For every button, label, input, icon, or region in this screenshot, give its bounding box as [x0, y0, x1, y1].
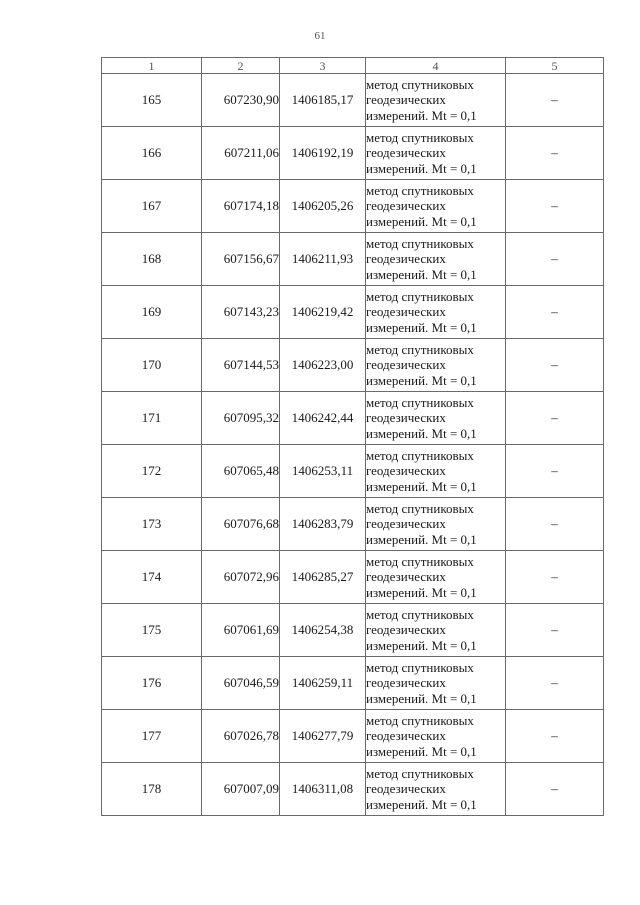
note-cell: –	[506, 286, 604, 339]
table-row	[102, 233, 604, 286]
measurement-method-cell: метод спутниковых геодезических измерений. Mt = 0,1	[366, 551, 506, 604]
note-cell: –	[506, 127, 604, 180]
coordinate-y-cell: 1406311,08	[280, 763, 366, 816]
note-cell: –	[506, 710, 604, 763]
table-row	[102, 445, 604, 498]
note-cell: –	[506, 498, 604, 551]
measurement-method-cell: метод спутниковых геодезических измерений. Mt = 0,1	[366, 445, 506, 498]
note-cell: –	[506, 233, 604, 286]
coordinate-y-cell: 1406219,42	[280, 286, 366, 339]
column-header-5: 5	[506, 58, 604, 74]
note-cell: –	[506, 604, 604, 657]
note-cell: –	[506, 339, 604, 392]
point-number-cell: 166	[102, 127, 202, 180]
point-number-cell: 172	[102, 445, 202, 498]
note-cell: –	[506, 180, 604, 233]
coordinate-y-cell: 1406259,11	[280, 657, 366, 710]
table-row	[102, 498, 604, 551]
table-row	[102, 74, 604, 127]
column-header-2: 2	[202, 58, 280, 74]
measurement-method-cell: метод спутниковых геодезических измерений. Mt = 0,1	[366, 127, 506, 180]
table-row	[102, 392, 604, 445]
coordinate-x-cell: 607156,67	[202, 233, 280, 286]
coordinate-y-cell: 1406242,44	[280, 392, 366, 445]
coordinate-x-cell: 607061,69	[202, 604, 280, 657]
coordinate-x-cell: 607174,18	[202, 180, 280, 233]
note-cell: –	[506, 445, 604, 498]
point-number-cell: 171	[102, 392, 202, 445]
table-row	[102, 604, 604, 657]
column-header-4: 4	[366, 58, 506, 74]
coordinate-y-cell: 1406192,19	[280, 127, 366, 180]
point-number-cell: 176	[102, 657, 202, 710]
point-number-cell: 168	[102, 233, 202, 286]
note-cell: –	[506, 74, 604, 127]
measurement-method-cell: метод спутниковых геодезических измерений. Mt = 0,1	[366, 392, 506, 445]
measurement-method-cell: метод спутниковых геодезических измерений. Mt = 0,1	[366, 74, 506, 127]
measurement-method-cell: метод спутниковых геодезических измерений. Mt = 0,1	[366, 339, 506, 392]
page-number: 61	[314, 30, 326, 42]
coordinate-x-cell: 607095,32	[202, 392, 280, 445]
coordinate-x-cell: 607007,09	[202, 763, 280, 816]
coordinate-x-cell: 607143,23	[202, 286, 280, 339]
point-number-cell: 170	[102, 339, 202, 392]
coordinate-x-cell: 607046,59	[202, 657, 280, 710]
table-row	[102, 551, 604, 604]
coordinate-y-cell: 1406185,17	[280, 74, 366, 127]
point-number-cell: 173	[102, 498, 202, 551]
point-number-cell: 165	[102, 74, 202, 127]
table-row	[102, 657, 604, 710]
measurement-method-cell: метод спутниковых геодезических измерений. Mt = 0,1	[366, 763, 506, 816]
column-header-3: 3	[280, 58, 366, 74]
coordinate-x-cell: 607026,78	[202, 710, 280, 763]
coordinates-table	[101, 57, 604, 816]
point-number-cell: 167	[102, 180, 202, 233]
coordinate-y-cell: 1406205,26	[280, 180, 366, 233]
table-row	[102, 127, 604, 180]
measurement-method-cell: метод спутниковых геодезических измерений. Mt = 0,1	[366, 710, 506, 763]
coordinate-y-cell: 1406253,11	[280, 445, 366, 498]
coordinate-x-cell: 607144,53	[202, 339, 280, 392]
table-body	[102, 74, 604, 816]
coordinate-y-cell: 1406211,93	[280, 233, 366, 286]
coordinate-y-cell: 1406223,00	[280, 339, 366, 392]
coordinate-y-cell: 1406254,38	[280, 604, 366, 657]
note-cell: –	[506, 657, 604, 710]
table-row	[102, 286, 604, 339]
measurement-method-cell: метод спутниковых геодезических измерений. Mt = 0,1	[366, 498, 506, 551]
note-cell: –	[506, 551, 604, 604]
coordinate-y-cell: 1406283,79	[280, 498, 366, 551]
point-number-cell: 178	[102, 763, 202, 816]
coordinate-x-cell: 607072,96	[202, 551, 280, 604]
coordinate-y-cell: 1406277,79	[280, 710, 366, 763]
table-row	[102, 339, 604, 392]
point-number-cell: 169	[102, 286, 202, 339]
note-cell: –	[506, 392, 604, 445]
table-row	[102, 763, 604, 816]
measurement-method-cell: метод спутниковых геодезических измерений. Mt = 0,1	[366, 286, 506, 339]
table-header-row	[102, 58, 604, 74]
measurement-method-cell: метод спутниковых геодезических измерений. Mt = 0,1	[366, 657, 506, 710]
note-cell: –	[506, 763, 604, 816]
point-number-cell: 175	[102, 604, 202, 657]
coordinate-x-cell: 607076,68	[202, 498, 280, 551]
coordinate-x-cell: 607211,06	[202, 127, 280, 180]
point-number-cell: 177	[102, 710, 202, 763]
table-row	[102, 180, 604, 233]
coordinate-x-cell: 607065,48	[202, 445, 280, 498]
point-number-cell: 174	[102, 551, 202, 604]
measurement-method-cell: метод спутниковых геодезических измерений. Mt = 0,1	[366, 604, 506, 657]
coordinate-y-cell: 1406285,27	[280, 551, 366, 604]
column-header-1: 1	[102, 58, 202, 74]
coordinate-x-cell: 607230,90	[202, 74, 280, 127]
measurement-method-cell: метод спутниковых геодезических измерений. Mt = 0,1	[366, 180, 506, 233]
table-row	[102, 710, 604, 763]
measurement-method-cell: метод спутниковых геодезических измерений. Mt = 0,1	[366, 233, 506, 286]
